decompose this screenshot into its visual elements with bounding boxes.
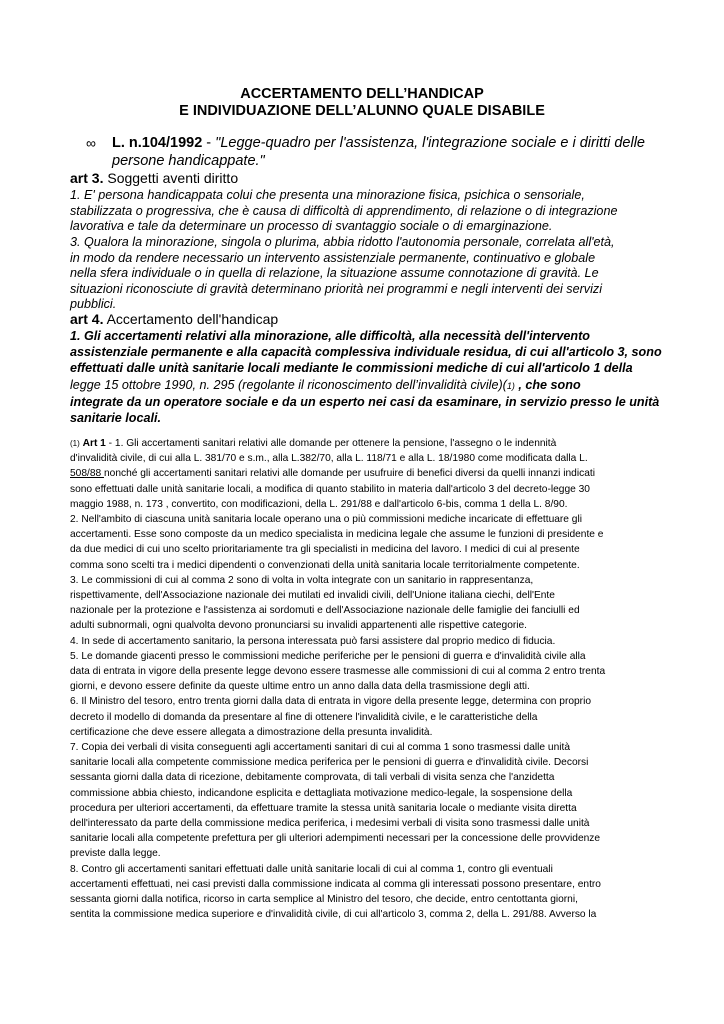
footnote-line: dell'interessato da parte della commissione medica periferica, i medesimi verbali di visita sono trasmessi dalle unità [70, 818, 590, 830]
article-3-label: art 3. [70, 170, 104, 186]
article-3-paragraph-3 [70, 235, 660, 313]
text-line: sanitarie locali. [70, 411, 161, 426]
law-number: L. n.104/1992 [112, 135, 203, 151]
footnote-line: decreto il modello di domanda da presentare al fine di ottenere l'invalidità civile, e le caratteristiche della [70, 711, 538, 723]
text-line: in modo da rendere necessario un intervento assistenziale permanente, continuativo e globale [70, 250, 596, 265]
law-description-line2: persone handicappate." [112, 153, 265, 169]
footnote-line: previste dalla legge. [70, 848, 161, 860]
footnote-line: sanitarie locali alla competente commissione medica periferica per le pensioni di guerra e d'invalidità civile. Decorsi [70, 757, 589, 769]
footnote-marker: (1) [70, 439, 80, 448]
footnote-line: 2. Nell'ambito di ciascuna unità sanitaria locale operano una o più commissioni mediche incaricate di effettuare gli [70, 514, 582, 526]
footnote-line [70, 436, 664, 451]
footnote-line: certificazione che deve essere allegata a dimostrazione della presunta invalidità. [70, 726, 433, 738]
text-line: 1. E' persona handicappata colui che presenta una minorazione fisica, psichica o sensoriale, [70, 188, 585, 202]
footnote-line: sentita la commissione medica superiore e d'invalidità civile, di cui all'articolo 3, comma 2, della L. 291/88. Avverso la [70, 909, 597, 921]
article-4-title: Accertamento dell'handicap [103, 311, 279, 327]
footnote-line: d'invalidità civile, di cui alla L. 381/70 e s.m., alla L.382/70, alla L. 118/71 e alla L. 18/1980 come modificata dalla L. [70, 453, 588, 465]
footnote-line: 8. Contro gli accertamenti sanitari effettuati dalle unità sanitarie locali di cui al comma 1, contro gli eventuali [70, 863, 553, 875]
article-4-heading [70, 311, 278, 328]
text-line: 3. Qualora la minorazione, singola o plurima, abbia ridotto l'autonomia personale, correlata all'età, [70, 235, 615, 249]
text-line: assistenziale permanente e alla capacità complessiva individuale residua, di cui all'articolo 3, sono [70, 345, 662, 360]
article-4-paragraph-1 [70, 328, 664, 426]
footnote-line: data di entrata in vigore della presente legge devono essere trasmesse alle commissioni di cui al comma 2 entro trenta [70, 666, 606, 678]
article-3-title: Soggetti aventi diritto [103, 170, 239, 186]
text-fragment: nonché gli accertamenti sanitari relativi alle domande per usufruire di benefici diversi da quelli innanzi indicati [104, 468, 595, 480]
text-line: situazioni riconosciute di gravità determinano priorità nei programmi e negli interventi dei servizi [70, 281, 602, 296]
footnote-line: maggio 1988, n. 173 , convertito, con modificazioni, della L. 291/88 e dall'articolo 6-bis, comma 1 della L. 8/90. [70, 498, 568, 510]
footnote-reference[interactable]: 1) [506, 380, 515, 391]
footnote-line: 5. Le domande giacenti presso le commissioni mediche periferiche per le pensioni di guerra e d'invalidità civile alla [70, 650, 586, 662]
footnote-block [70, 436, 664, 923]
text-line: stabilizzata o progressiva, che è causa di difficoltà di apprendimento, di relazione o di integrazione [70, 203, 618, 218]
footnote-line: 7. Copia dei verbali di visita conseguenti agli accertamenti sanitari di cui al comma 1 sono trasmessi dalle unità [70, 742, 571, 754]
law-reference-underlined: 508/88 [70, 468, 104, 480]
footnote-line: sessanta giorni dalla notifica, ricorso in carta semplice al Ministro del tesoro, che decide, entro centottanta giorni, [70, 894, 578, 906]
footnote-line: giorni, e devono essere definite da queste ultime entro un anno dalla data della trasmissione degli atti. [70, 681, 530, 693]
footnote-line: commissione abbia chiesto, indicandone esplicita e dettagliata motivazione medico-legale, la sospensione della [70, 787, 573, 799]
footnote-line: comma sono scelti tra i medici dipendenti o convenzionati della unità sanitaria locale territorialmente competente. [70, 559, 580, 571]
law-separator: - [202, 135, 216, 151]
article-3-heading [70, 170, 238, 187]
law-reference-text [112, 134, 672, 170]
text-fragment: legge 15 ottobre 1990, n. 295 (regolante il riconoscimento dell’invalidità civile)( [70, 377, 507, 392]
text-line: pubblici. [70, 297, 117, 312]
text-fragment: - 1. Gli accertamenti sanitari relativi alle domande per ottenere la pensione, l'assegno o le indennità [105, 438, 557, 449]
text-line [70, 377, 664, 394]
footnote-line: rispettivamente, dell'Associazione nazionale dei mutilati ed invalidi civili, dell'Unione italiana ciechi, dell'Ente [70, 590, 555, 602]
article-4-label: art 4. [70, 311, 104, 327]
footnote-line: accertamenti effettuati, nei casi previsti dalla commissione indicata al comma gli interessati possono presentare, entro [70, 878, 601, 890]
footnote-line: 3. Le commissioni di cui al comma 2 sono di volta in volta integrate con un sanitario in rappresentanza, [70, 574, 534, 586]
footnote-line: da due medici di cui uno scelto prioritariamente tra gli specialisti in medicina del lavoro. I medici di cui al presente [70, 544, 580, 556]
text-line: effettuati dalle unità sanitarie locali mediante le commissioni mediche di cui all'articolo 1 della [70, 361, 633, 376]
footnote-line: sono effettuati dalle unità sanitarie locali, a modifica di quanto stabilito in materia dall'articolo 3 del decreto-legge 30 [70, 483, 590, 495]
footnote-line: sanitarie locali alla competente prefettura per gli ulteriori adempimenti necessari per la concessione delle provvidenze [70, 833, 601, 845]
law-description-line1: "Legge-quadro per l'assistenza, l'integrazione sociale e i diritti delle [215, 135, 645, 151]
document-title-line1: ACCERTAMENTO DELL’HANDICAP [240, 86, 484, 102]
footnote-line: adulti subnormali, ogni qualvolta devono pronunciarsi su invalidi appartenenti alle rispettive categorie. [70, 620, 528, 632]
footnote-line [70, 466, 664, 481]
footnote-line: 6. Il Ministro del tesoro, entro trenta giorni dalla data di entrata in vigore della presente legge, determina con proprio [70, 696, 591, 708]
text-line: nella sfera individuale o in quella di relazione, la situazione assume connotazione di gravità. Le [70, 266, 599, 281]
footnote-art-label: Art 1 [82, 438, 106, 449]
text-line: lavorativa e tale da determinare un processo di svantaggio sociale o di emarginazione. [70, 219, 553, 234]
footnote-line: accertamenti. Esse sono composte da un medico specialista in medicina legale che assume le funzioni di presidente e [70, 529, 604, 541]
text-line: 1. Gli accertamenti relativi alla minorazione, alle difficoltà, alla necessità dell'intervento [70, 329, 591, 343]
text-line: integrate da un operatore sociale e da un esperto nei casi da esaminare, in servizio presso le unità [70, 394, 660, 409]
footnote-line: 4. In sede di accertamento sanitario, la persona interessata può farsi assistere dal proprio medico di fiducia. [70, 635, 556, 647]
footnote-line: sessanta giorni dalla data di ricezione, debitamente comprovata, di tali verbali di visita senza che l'anzidetta [70, 772, 555, 784]
footnote-line: procedura per ulteriori accertamenti, da effettuare tramite la stessa unità sanitaria locale o mediante visita diretta [70, 802, 577, 814]
article-3-paragraph-1 [70, 188, 660, 235]
infinity-bullet-icon: ∞ [86, 135, 96, 151]
text-fragment: , che sono [514, 377, 581, 392]
document-title-line2: E INDIVIDUAZIONE DELL’ALUNNO QUALE DISABILE [179, 103, 545, 119]
footnote-line: nazionale per la protezione e l'assistenza ai sordomuti e dell'Associazione nazionale delle famiglie dei fanciulli ed [70, 605, 580, 617]
